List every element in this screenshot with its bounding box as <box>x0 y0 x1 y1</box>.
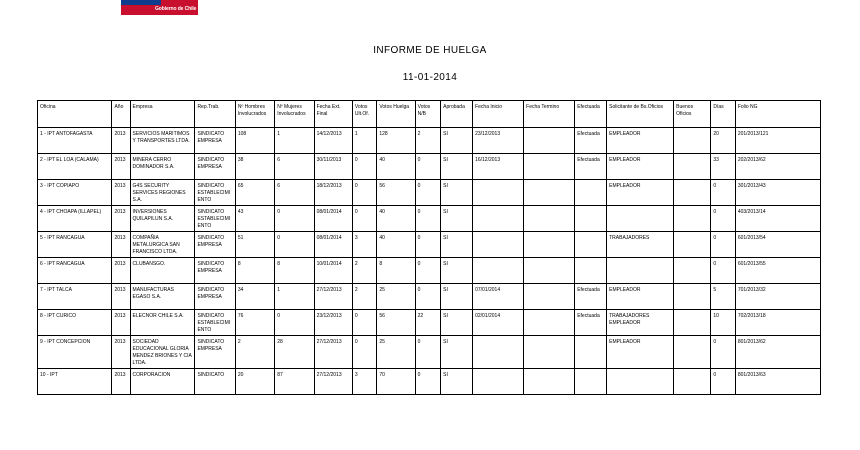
table-cell: 0 <box>711 336 735 369</box>
table-cell: 6 <box>275 180 314 206</box>
table-cell: 702/2013/18 <box>735 310 820 336</box>
table-cell: 76 <box>235 310 274 336</box>
table-cell <box>607 206 674 232</box>
column-header: Nº Hombres Involucrados <box>235 101 274 128</box>
table-cell: 25 <box>377 336 415 369</box>
table-cell: 20 <box>235 369 274 395</box>
table-cell: Efectuada <box>575 284 607 310</box>
table-cell <box>674 206 711 232</box>
table-cell: 2013 <box>112 369 130 395</box>
table-cell: 23/12/2013 <box>314 310 352 336</box>
table-cell: 1 <box>275 128 314 154</box>
table-cell: EMPLEADOR <box>607 128 674 154</box>
table-cell: Efectuada <box>575 310 607 336</box>
table-cell: 6 <box>275 154 314 180</box>
table-cell: 40 <box>377 206 415 232</box>
table-cell: 0 <box>352 310 376 336</box>
table-cell: 2013 <box>112 284 130 310</box>
table-cell: 40 <box>377 232 415 258</box>
table-cell: TRABAJADORES <box>607 232 674 258</box>
table-cell: 2 - IPT EL LOA (CALAMA) <box>38 154 112 180</box>
table-cell: 0 <box>275 232 314 258</box>
table-cell <box>575 336 607 369</box>
table-cell: 51 <box>235 232 274 258</box>
table-cell: 38 <box>235 154 274 180</box>
table-cell: Efectuada <box>575 154 607 180</box>
table-cell: ELECNOR CHILE S.A. <box>130 310 195 336</box>
table-row <box>38 180 821 206</box>
logo-text: Gobierno de Chile <box>155 6 197 12</box>
table-cell: INVERSIONES QUILAPILUN S.A. <box>130 206 195 232</box>
table-cell: 70 <box>377 369 415 395</box>
table-cell: MINERA CERRO DOMINADOR S.A. <box>130 154 195 180</box>
table-cell: 0 <box>415 154 441 180</box>
table-cell: SI <box>441 284 473 310</box>
table-cell: 34 <box>235 284 274 310</box>
table-cell: 0 <box>415 232 441 258</box>
table-cell <box>524 128 575 154</box>
table-cell <box>473 258 524 284</box>
table-cell: 0 <box>711 232 735 258</box>
column-header: Efectuada <box>575 101 607 128</box>
table-cell: 403/2013/14 <box>735 206 820 232</box>
column-header: Aprobada <box>441 101 473 128</box>
table-cell: 8 - IPT CURICO <box>38 310 112 336</box>
table-cell: 16/12/2013 <box>473 154 524 180</box>
column-header: Fecha Termino <box>524 101 575 128</box>
table-cell: 2013 <box>112 310 130 336</box>
table-cell: 0 <box>711 258 735 284</box>
table-cell: 301/2013/43 <box>735 180 820 206</box>
table-cell: SI <box>441 369 473 395</box>
table-cell: 56 <box>377 310 415 336</box>
table-cell <box>674 232 711 258</box>
table-cell <box>607 369 674 395</box>
table-cell: 0 <box>352 180 376 206</box>
table-cell: 10 - IPT <box>38 369 112 395</box>
table-cell: 0 <box>415 369 441 395</box>
table-cell: 8 <box>275 258 314 284</box>
table-cell: SINDICATO EMPRESA <box>195 128 235 154</box>
table-cell: 87 <box>275 369 314 395</box>
table-cell: 7 - IPT TALCA <box>38 284 112 310</box>
table-cell: 0 <box>415 284 441 310</box>
table-cell: 07/01/2014 <box>473 284 524 310</box>
table-cell: 801/2013/62 <box>735 336 820 369</box>
table-cell: 28 <box>275 336 314 369</box>
table-cell: 0 <box>352 336 376 369</box>
table-cell: SI <box>441 258 473 284</box>
table-cell: 3 <box>352 232 376 258</box>
table-cell: 08/01/2014 <box>314 206 352 232</box>
table-cell: TRABAJADORES EMPLEADOR <box>607 310 674 336</box>
table-row <box>38 232 821 258</box>
table-cell: 40 <box>377 154 415 180</box>
table-cell: 5 <box>711 284 735 310</box>
table-cell <box>524 154 575 180</box>
gobierno-logo <box>121 0 198 15</box>
column-header: Oficina <box>38 101 112 128</box>
table-cell <box>473 232 524 258</box>
table-cell <box>607 258 674 284</box>
table-cell: 0 <box>711 369 735 395</box>
table-cell: 10 <box>711 310 735 336</box>
column-header: Votos Ult.Of. <box>352 101 376 128</box>
table-cell: 23/12/2013 <box>473 128 524 154</box>
table-cell <box>524 284 575 310</box>
table-cell: SI <box>441 128 473 154</box>
table-cell: 0 <box>275 310 314 336</box>
table-cell: SINDICATO EMPRESA <box>195 232 235 258</box>
table-row <box>38 206 821 232</box>
table-cell: 56 <box>377 180 415 206</box>
column-header: Buenos Oficios <box>674 101 711 128</box>
table-cell: 0 <box>275 206 314 232</box>
table-cell <box>524 310 575 336</box>
table-cell: 14/12/2013 <box>314 128 352 154</box>
table-cell: 1 - IPT ANTOFAGASTA <box>38 128 112 154</box>
table-cell: 2013 <box>112 128 130 154</box>
report-date: 11-01-2014 <box>402 72 458 83</box>
table-cell <box>473 180 524 206</box>
table-cell: 0 <box>711 206 735 232</box>
table-cell: SI <box>441 154 473 180</box>
table-cell: SINDICATO EMPRESA <box>195 258 235 284</box>
table-cell: 2013 <box>112 336 130 369</box>
table-cell: 0 <box>415 206 441 232</box>
table-cell: COMPAÑIA METALURGICA SAN FRANCISCO LTDA. <box>130 232 195 258</box>
table-cell <box>575 369 607 395</box>
table-cell <box>524 369 575 395</box>
table-cell <box>473 369 524 395</box>
table-cell: 601/2013/55 <box>735 258 820 284</box>
table-cell: 0 <box>711 180 735 206</box>
table-cell: CORPORACION <box>130 369 195 395</box>
table-cell: 2013 <box>112 206 130 232</box>
table-cell <box>473 206 524 232</box>
table-cell <box>524 258 575 284</box>
column-header: Folio NG <box>735 101 820 128</box>
table-cell <box>575 258 607 284</box>
table-cell: 701/2013/32 <box>735 284 820 310</box>
table-cell: 2013 <box>112 232 130 258</box>
table-cell: 128 <box>377 128 415 154</box>
table-cell <box>674 128 711 154</box>
table-cell: 30/11/2013 <box>314 154 352 180</box>
table-cell: SOCIEDAD EDUCACIONAL GLORIA MENDEZ BRIONES Y CIA LTDA. <box>130 336 195 369</box>
table-cell <box>674 180 711 206</box>
table-cell: SINDICATO ESTABLECIMIENTO <box>195 206 235 232</box>
table-cell: 27/12/2013 <box>314 284 352 310</box>
table-cell: 202/2013/62 <box>735 154 820 180</box>
table-cell: SI <box>441 310 473 336</box>
logo-blue-band <box>121 0 161 5</box>
table-cell <box>473 336 524 369</box>
column-header: Votos N/B <box>415 101 441 128</box>
table-row <box>38 258 821 284</box>
column-header: Votos Huelga <box>377 101 415 128</box>
table-cell: 2013 <box>112 154 130 180</box>
table-cell: 3 - IPT COPIAPO <box>38 180 112 206</box>
column-header: Año <box>112 101 130 128</box>
table-cell: 18/12/2013 <box>314 180 352 206</box>
table-cell: 3 <box>352 369 376 395</box>
table-cell <box>524 180 575 206</box>
table-cell: EMPLEADOR <box>607 284 674 310</box>
table-cell: 2013 <box>112 258 130 284</box>
table-cell: 201/2013/121 <box>735 128 820 154</box>
table-cell: SINDICATO EMPRESA <box>195 154 235 180</box>
column-header: Rep.Trab. <box>195 101 235 128</box>
table-cell: 0 <box>415 336 441 369</box>
table-cell: 27/12/2013 <box>314 369 352 395</box>
column-header: Fecha Inicio <box>473 101 524 128</box>
table-cell: 2 <box>352 284 376 310</box>
table-cell: G4S SECURITY SERVICES REGIONES S.A. <box>130 180 195 206</box>
table-cell: SINDICATO EMPRESA <box>195 336 235 369</box>
table-cell <box>674 284 711 310</box>
column-header: Días <box>711 101 735 128</box>
table-cell: 25 <box>377 284 415 310</box>
table-cell <box>674 369 711 395</box>
table-cell: EMPLEADOR <box>607 336 674 369</box>
table-cell: SI <box>441 232 473 258</box>
table-cell: EMPLEADOR <box>607 180 674 206</box>
table-row <box>38 128 821 154</box>
table-cell <box>524 336 575 369</box>
table-cell: 6 - IPT RANCAGUA <box>38 258 112 284</box>
table-cell <box>674 310 711 336</box>
table-cell: 801/2013/63 <box>735 369 820 395</box>
table-cell: 43 <box>235 206 274 232</box>
table-cell: SINDICATO <box>195 369 235 395</box>
table-cell: 20 <box>711 128 735 154</box>
table-cell <box>674 258 711 284</box>
table-cell <box>575 232 607 258</box>
table-cell: SI <box>441 206 473 232</box>
table-cell: SINDICATO EMPRESA <box>195 284 235 310</box>
table-body <box>38 128 821 395</box>
table-cell <box>674 336 711 369</box>
table-cell: 22 <box>415 310 441 336</box>
table-cell: EMPLEADOR <box>607 154 674 180</box>
table-cell: SINDICATO ESTABLECIMIENTO <box>195 180 235 206</box>
table-cell: Efectuada <box>575 128 607 154</box>
table-cell: 2 <box>235 336 274 369</box>
table-cell: 0 <box>352 206 376 232</box>
table-cell: MANUFACTURAS EGASO S.A. <box>130 284 195 310</box>
table-cell: 02/01/2014 <box>473 310 524 336</box>
table-cell <box>674 154 711 180</box>
table-cell: SI <box>441 180 473 206</box>
table-cell <box>575 206 607 232</box>
table-cell <box>524 232 575 258</box>
table-cell: 27/12/2013 <box>314 336 352 369</box>
table-row <box>38 336 821 369</box>
table-cell: 2013 <box>112 180 130 206</box>
table-cell: 8 <box>377 258 415 284</box>
table-cell: 1 <box>275 284 314 310</box>
table-cell: 601/2013/54 <box>735 232 820 258</box>
table-cell: 2 <box>352 258 376 284</box>
table-cell: SERVICIOS MARITIMOS Y TRANSPORTES LTDA. <box>130 128 195 154</box>
table-cell: 4 - IPT CHOAPA (ILLAPEL) <box>38 206 112 232</box>
table-cell: 9 - IPT CONCEPCION <box>38 336 112 369</box>
table-cell: 108 <box>235 128 274 154</box>
table-cell <box>524 206 575 232</box>
table-cell: 1 <box>352 128 376 154</box>
table-row <box>38 310 821 336</box>
table-cell: 0 <box>415 258 441 284</box>
table-cell: CLUBANSGO. <box>130 258 195 284</box>
column-header: Fecha Ext. Final <box>314 101 352 128</box>
table-cell: SI <box>441 336 473 369</box>
table-row <box>38 284 821 310</box>
table-header-row <box>38 101 821 128</box>
table-cell: 8 <box>235 258 274 284</box>
table-cell: 5 - IPT RANCAGUA <box>38 232 112 258</box>
table-row <box>38 369 821 395</box>
strike-report-table <box>37 100 821 395</box>
table-cell: 10/01/2014 <box>314 258 352 284</box>
column-header: Empresa <box>130 101 195 128</box>
table-cell: SINDICATO ESTABLECIMIENTO <box>195 310 235 336</box>
table-cell: 2 <box>415 128 441 154</box>
column-header: Nº Mujeres Involucrados <box>275 101 314 128</box>
table-cell: 33 <box>711 154 735 180</box>
table-cell: 0 <box>415 180 441 206</box>
table-cell: 0 <box>352 154 376 180</box>
report-title: INFORME DE HUELGA <box>373 45 487 56</box>
table-cell: 08/01/2014 <box>314 232 352 258</box>
table-cell: 65 <box>235 180 274 206</box>
table-cell <box>575 180 607 206</box>
column-header: Solicitante de Bs.Oficios <box>607 101 674 128</box>
table-row <box>38 154 821 180</box>
